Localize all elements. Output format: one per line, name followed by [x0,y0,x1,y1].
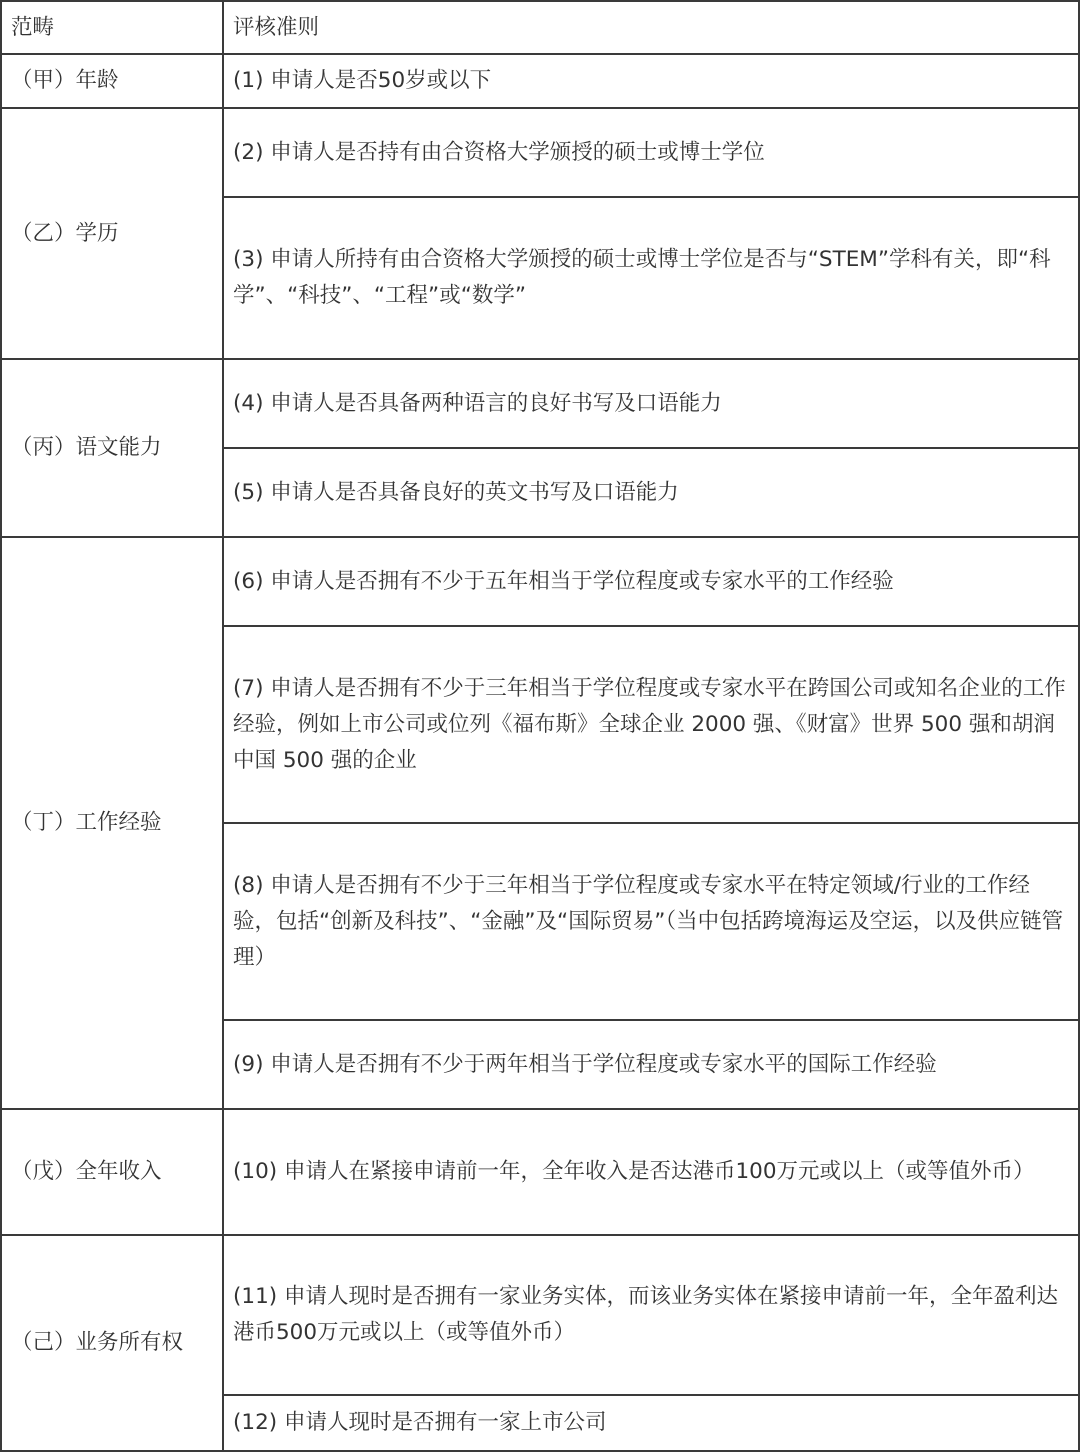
criterion-8: (8) 申请人是否拥有不少于三年相当于学位程度或专家水平在特定领域/行业的工作经验，包括“创新及科技”、“金融”及“国际贸易”（当中包括跨境海运及空运，以及供应链管理） [223,823,1079,1020]
category-education: （乙）学历 [1,108,223,359]
table-row [1,54,1079,108]
criterion-7: (7) 申请人是否拥有不少于三年相当于学位程度或专家水平在跨国公司或知名企业的工作经验，例如上市公司或位列《福布斯》全球企业 2000 强、《财富》世界 500 强和胡润中国 500 强的企业 [223,626,1079,823]
criterion-3: (3) 申请人所持有由合资格大学颁授的硕士或博士学位是否与“STEM”学科有关，即“科学”、“科技”、“工程”或“数学” [223,197,1079,359]
header-category: 范畴 [1,1,223,54]
table-row [1,1235,1079,1395]
criterion-1: (1) 申请人是否50岁或以下 [223,54,1079,108]
header-criteria: 评核准则 [223,1,1079,54]
criterion-5: (5) 申请人是否具备良好的英文书写及口语能力 [223,448,1079,537]
table-row [1,537,1079,626]
criterion-12: (12) 申请人现时是否拥有一家上市公司 [223,1395,1079,1451]
criterion-2: (2) 申请人是否持有由合资格大学颁授的硕士或博士学位 [223,108,1079,197]
table-row [1,108,1079,197]
category-language: （丙）语文能力 [1,359,223,537]
category-work-experience: （丁）工作经验 [1,537,223,1109]
criterion-10: (10) 申请人在紧接申请前一年，全年收入是否达港币100万元或以上（或等值外币） [223,1109,1079,1235]
category-age: （甲）年龄 [1,54,223,108]
category-business-ownership: （己）业务所有权 [1,1235,223,1451]
category-annual-income: （戊）全年收入 [1,1109,223,1235]
criterion-11: (11) 申请人现时是否拥有一家业务实体，而该业务实体在紧接申请前一年，全年盈利达港币500万元或以上（或等值外币） [223,1235,1079,1395]
criterion-6: (6) 申请人是否拥有不少于五年相当于学位程度或专家水平的工作经验 [223,537,1079,626]
criterion-9: (9) 申请人是否拥有不少于两年相当于学位程度或专家水平的国际工作经验 [223,1020,1079,1109]
table-row [1,1109,1079,1235]
table-header-row [1,1,1079,54]
table-row [1,359,1079,448]
criterion-4: (4) 申请人是否具备两种语言的良好书写及口语能力 [223,359,1079,448]
